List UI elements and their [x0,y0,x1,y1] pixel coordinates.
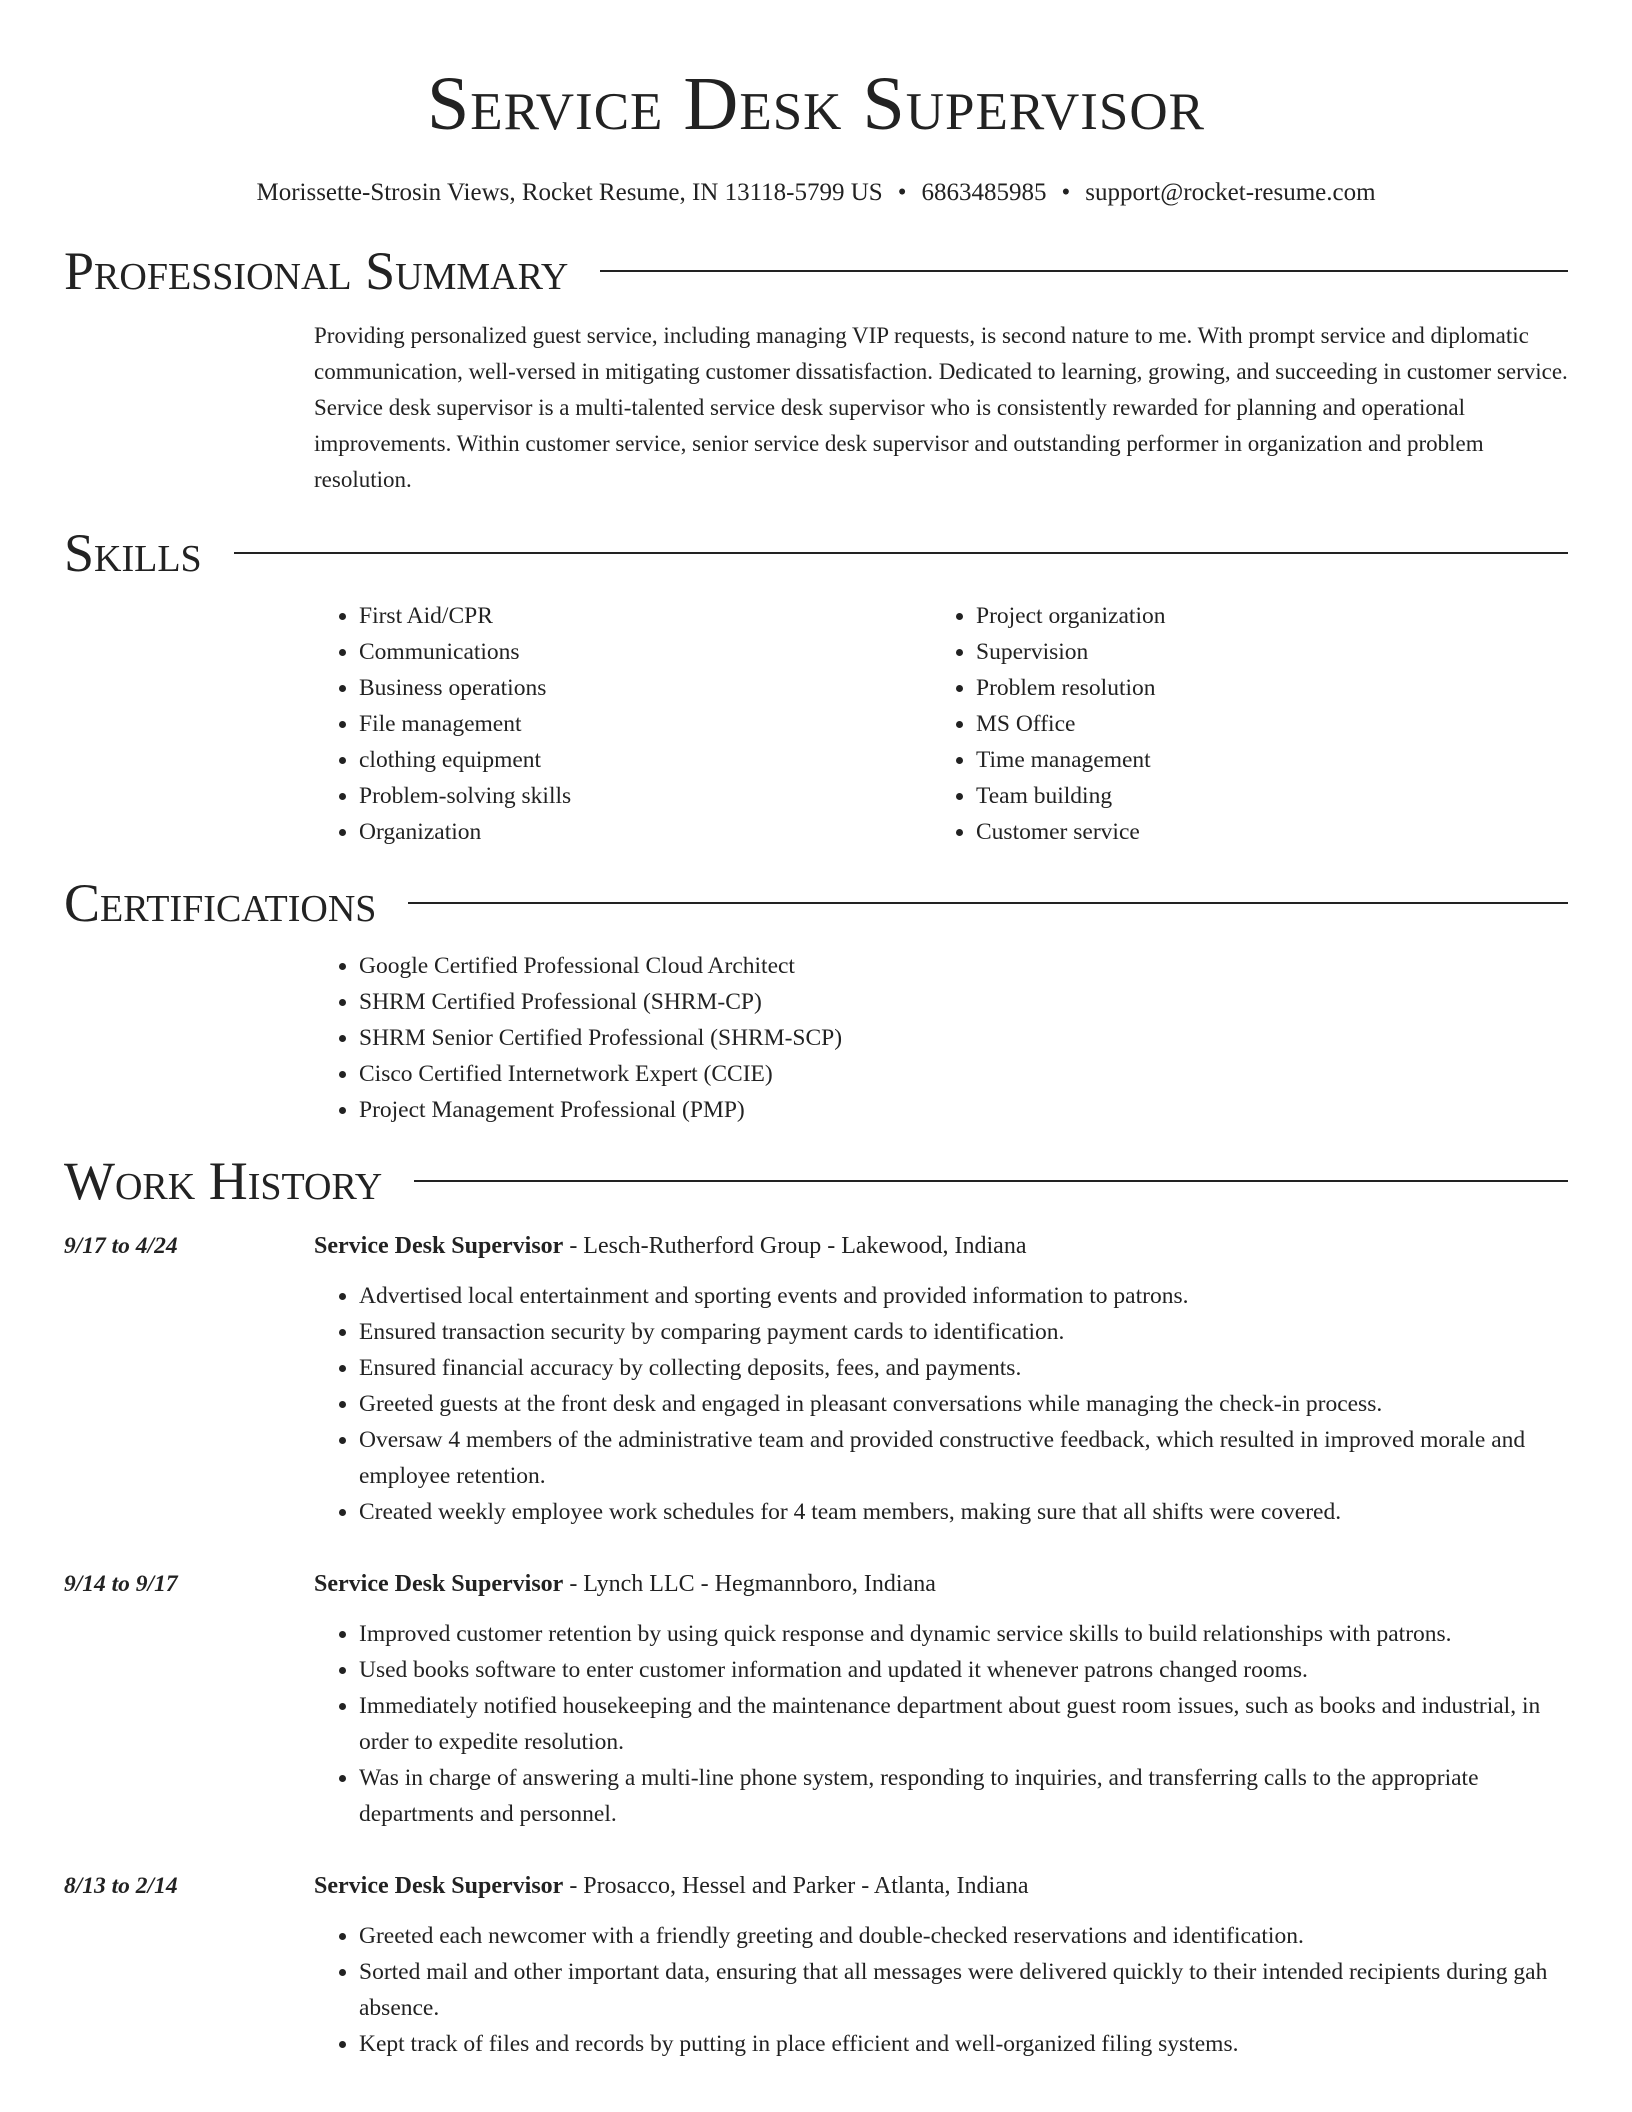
job-entry [64,1868,1568,2062]
job-title: Service Desk Supervisor [314,1571,564,1597]
section-title: Certifications [64,873,377,933]
work-section-header [64,1151,1568,1211]
job-body [314,1868,1568,2062]
job-employer: - Lesch-Rutherford Group - Lakewood, Indiana [563,1233,1027,1259]
skill-item: • MS Office [976,706,1548,742]
section-divider [414,1180,1568,1182]
job-heading [314,1566,1568,1602]
skill-item: • Business operations [359,670,931,706]
certifications-section-header [64,873,1568,933]
job-dates: 9/14 to 9/17 [64,1571,178,1597]
job-bullets [314,1918,1568,2062]
job-dates: 9/17 to 4/24 [64,1233,178,1259]
job-bullet: • Used books software to enter customer information and updated it whenever patrons changed rooms. [359,1652,1568,1688]
job-bullet: • Improved customer retention by using quick response and dynamic service skills to build relationships with patrons. [359,1616,1568,1652]
skills-list-left [314,598,931,850]
work-history-list [0,1228,1632,2062]
job-bullet: • Kept track of files and records by putting in place efficient and well-organized filing systems. [359,2026,1568,2062]
summary-text: Providing personalized guest service, including managing VIP requests, is second nature to me. With prompt service and diplomatic communication, well-versed in mitigating customer dissatisfaction. Dedicated to learning, growing, and succeeding in customer service. Service desk supervisor is a multi-talented service desk supervisor who is consistently rewarded for planning and operational improvements. Within customer service, senior service desk supervisor and outstanding performer in organization and problem resolution. [314,323,1568,492]
skills-list-right [931,598,1548,850]
job-employer: - Lynch LLC - Hegmannboro, Indiana [563,1571,936,1597]
skill-item: • Time management [976,742,1548,778]
job-bullet: • Ensured financial accuracy by collecting deposits, fees, and payments. [359,1350,1568,1386]
job-bullet: • Created weekly employee work schedules for 4 team members, making sure that all shifts were covered. [359,1494,1568,1530]
job-body [314,1228,1568,1530]
certification-item: • SHRM Certified Professional (SHRM-CP) [359,984,1568,1020]
skill-item: • Team building [976,778,1548,814]
skill-item: • clothing equipment [359,742,931,778]
certification-item: • SHRM Senior Certified Professional (SHRM-SCP) [359,1020,1568,1056]
skill-item: • Organization [359,814,931,850]
job-dates: 8/13 to 2/14 [64,1873,178,1899]
job-bullet: • Advertised local entertainment and sporting events and provided information to patrons. [359,1278,1568,1314]
job-bullet: • Was in charge of answering a multi-line phone system, responding to inquiries, and transferring calls to the appropriate departments and personnel. [359,1760,1568,1832]
section-divider [408,902,1568,904]
skill-item: • First Aid/CPR [359,598,931,634]
certification-item: • Google Certified Professional Cloud Architect [359,948,1568,984]
skills-section-header [64,523,1568,583]
job-entry [64,1566,1568,1832]
certifications-block [314,948,1568,1128]
job-bullet: • Greeted guests at the front desk and engaged in pleasant conversations while managing the check-in process. [359,1386,1568,1422]
separator: • [897,179,907,206]
section-title: Skills [64,523,202,583]
section-divider [600,270,1568,272]
skill-item: • Communications [359,634,931,670]
email: support@rocket-resume.com [1085,179,1376,206]
skill-item: • File management [359,706,931,742]
job-bullet: • Immediately notified housekeeping and the maintenance department about guest room issues, such as books and industrial, in order to expedite resolution. [359,1688,1568,1760]
skill-item: • Problem-solving skills [359,778,931,814]
job-employer: - Prosacco, Hessel and Parker - Atlanta, Indiana [563,1873,1029,1899]
address: Morissette-Strosin Views, Rocket Resume, IN 13118-5799 US [256,179,883,206]
section-title: Work History [64,1151,383,1211]
separator: • [1061,179,1071,206]
job-title: Service Desk Supervisor [314,1233,564,1259]
contact-line [0,178,1632,208]
job-entry [64,1228,1568,1530]
job-title: Service Desk Supervisor [314,1873,564,1899]
section-divider [234,552,1568,554]
phone: 6863485985 [921,179,1047,206]
skill-item: • Customer service [976,814,1548,850]
job-bullet: • Ensured transaction security by comparing payment cards to identification. [359,1314,1568,1350]
skills-column-left [314,598,931,850]
section-title: Professional Summary [64,241,569,301]
page-title: Service Desk Supervisor [427,62,1205,146]
certifications-list [314,948,1568,1128]
job-heading [314,1228,1568,1264]
job-bullet: • Oversaw 4 members of the administrative team and provided constructive feedback, which resulted in improved morale and employee retention. [359,1422,1568,1494]
job-bullet: • Sorted mail and other important data, ensuring that all messages were delivered quickly to their intended recipients during gah absence. [359,1954,1568,2026]
skill-item: • Problem resolution [976,670,1548,706]
skill-item: • Project organization [976,598,1548,634]
certification-item: • Cisco Certified Internetwork Expert (CCIE) [359,1056,1568,1092]
skill-item: • Supervision [976,634,1548,670]
job-body [314,1566,1568,1832]
job-bullet: • Greeted each newcomer with a friendly greeting and double-checked reservations and identification. [359,1918,1568,1954]
skills-grid [314,598,1568,850]
summary-section-header [64,241,1568,301]
job-bullets [314,1278,1568,1530]
job-bullets [314,1616,1568,1832]
certification-item: • Project Management Professional (PMP) [359,1092,1568,1128]
skills-column-right [931,598,1548,850]
job-heading [314,1868,1568,1904]
